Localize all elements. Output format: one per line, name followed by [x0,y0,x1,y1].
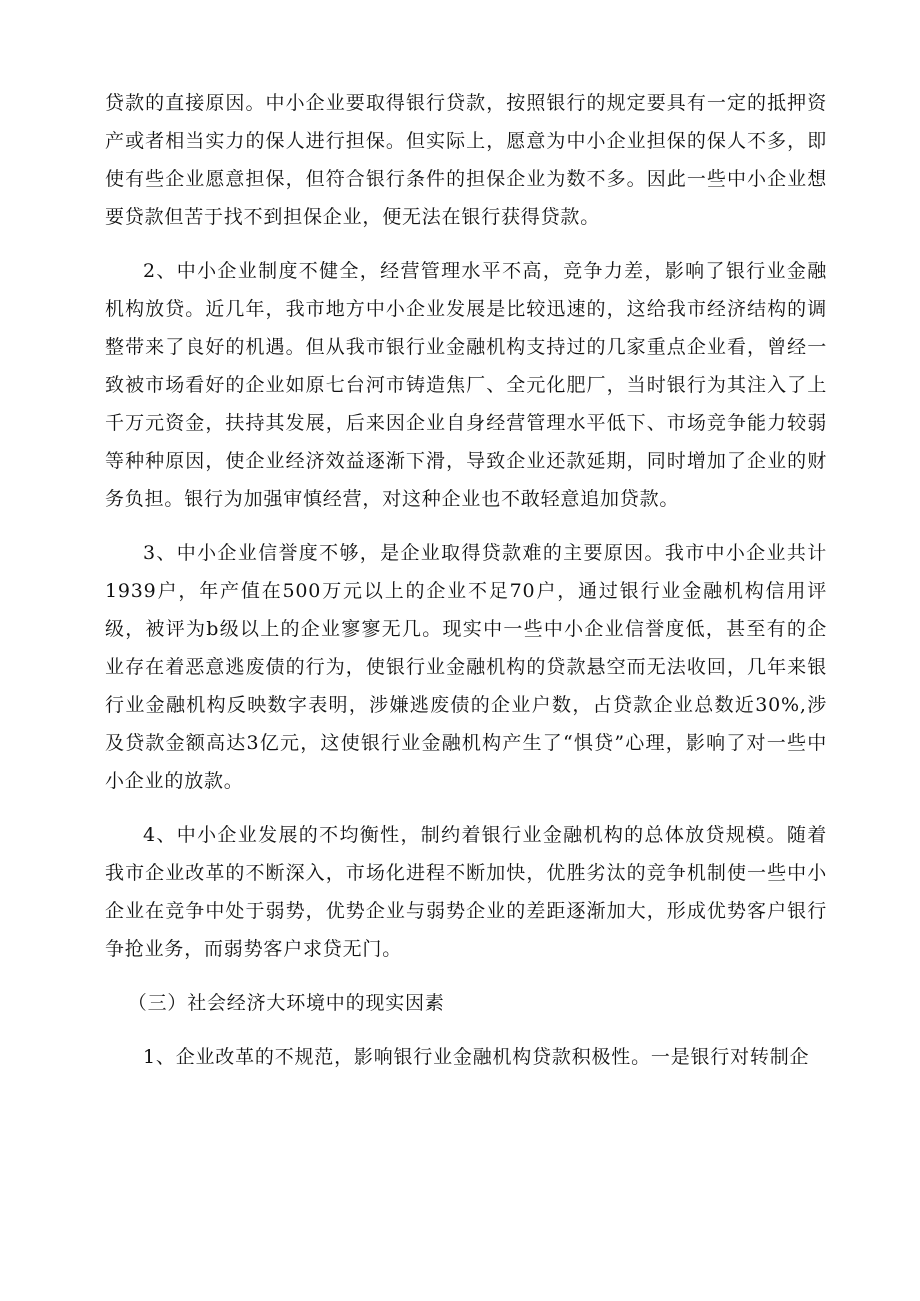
paragraph-point-4: 4、中小企业发展的不均衡性，制约着银行业金融机构的总体放贷规模。随着我市企业改革的不断深入，市场化进程不断加快，优胜劣汰的竞争机制使一些中小企业在竞争中处于弱势，优势企业与弱势企业的差距逐渐加大，形成优势客户银行争抢业务，而弱势客户求贷无门。 [105,824,827,960]
paragraph-section3-point-1: 1、企业改革的不规范，影响银行业金融机构贷款积极性。一是银行对转制企 [143,1046,810,1068]
paragraph-point-2: 2、中小企业制度不健全，经营管理水平不高，竞争力差，影响了银行业金融机构放贷。近几年，我市地方中小企业发展是比较迅速的，这给我市经济结构的调整带来了良好的机遇。但从我市银行业金融机构支持过的几家重点企业看，曾经一致被市场看好的企业如原七台河市铸造焦厂、全元化肥厂，当时银行为其注入了上千万元资金，扶持其发展，后来因企业自身经营管理水平低下、市场竞争能力较弱等种种原因，使企业经济效益逐渐下滑，导致企业还款延期，同时增加了企业的财务负担。银行为加强审慎经营，对这种企业也不敢轻意追加贷款。 [105,260,827,510]
document-body [105,84,827,1076]
paragraph-point-3: 3、中小企业信誉度不够，是企业取得贷款难的主要原因。我市中小企业共计1939户，年产值在500万元以上的企业不足70户，通过银行业金融机构信用评级，被评为b级以上的企业寥寥无几。现实中一些中小企业信誉度低，甚至有的企业存在着恶意逃废债的行为，使银行业金融机构的贷款悬空而无法收回，几年来银行业金融机构反映数字表明，涉嫌逃废债的企业户数，占贷款企业总数近30%,涉及贷款金额高达3亿元，这使银行业金融机构产生了“惧贷”心理，影响了对一些中小企业的放款。 [105,542,827,792]
paragraph-guarantee-continuation: 贷款的直接原因。中小企业要取得银行贷款，按照银行的规定要具有一定的抵押资产或者相当实力的保人进行担保。但实际上，愿意为中小企业担保的保人不多，即使有些企业愿意担保，但符合银行条件的担保企业为数不多。因此一些中小企业想要贷款但苦于找不到担保企业，便无法在银行获得贷款。 [105,92,827,228]
section-heading-3: （三）社会经济大环境中的现实因素 [127,992,445,1014]
